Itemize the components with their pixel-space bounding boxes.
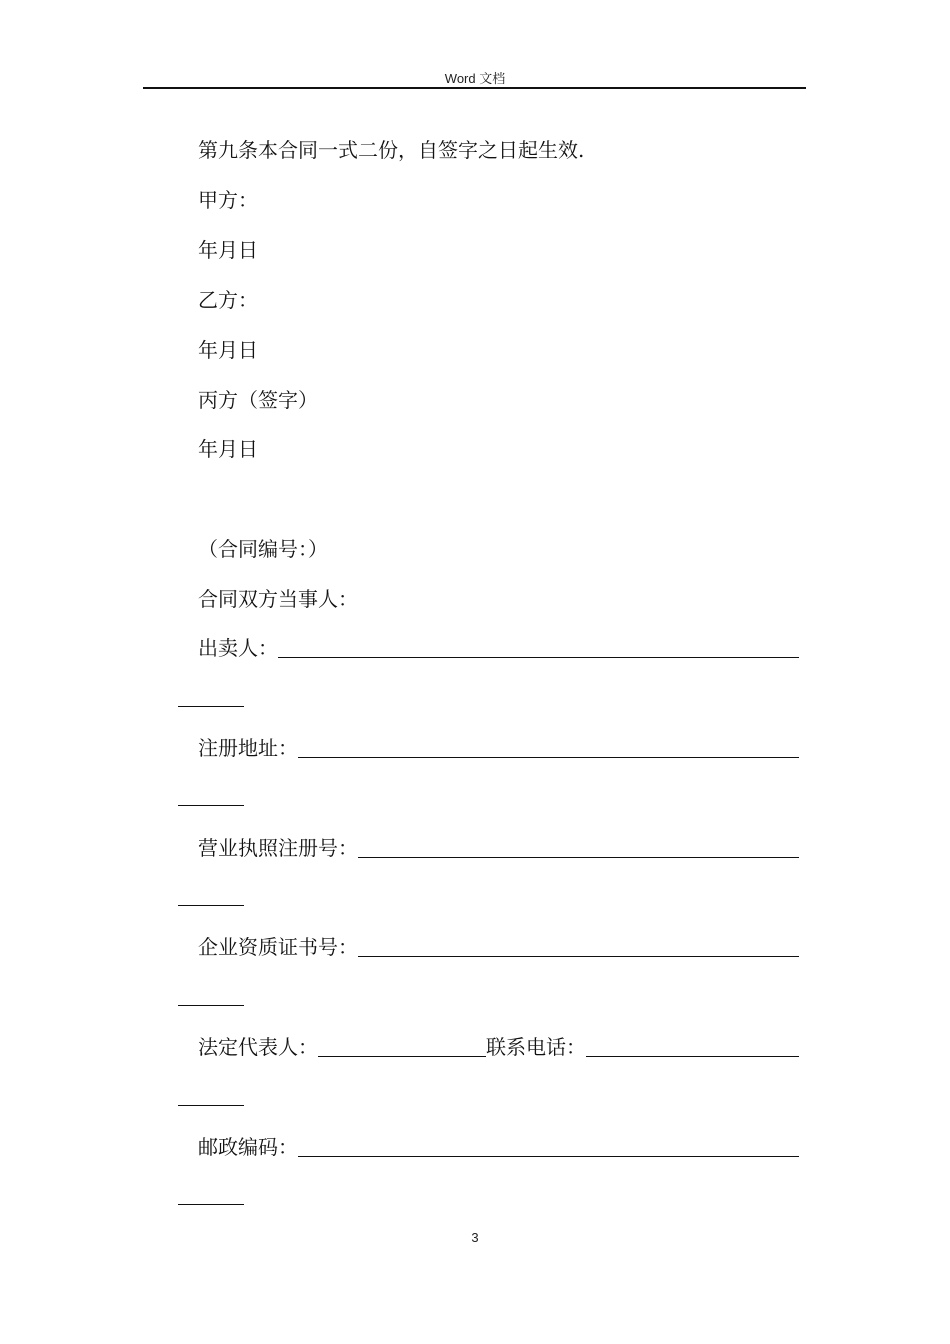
address-blank-continuation — [178, 805, 244, 806]
license-field — [198, 836, 799, 860]
party-b-label: 乙方： — [198, 288, 258, 312]
legal-rep-blank-line — [318, 1036, 486, 1057]
qualification-blank-continuation — [178, 1005, 244, 1006]
postcode-blank-line — [298, 1136, 799, 1157]
license-blank-line — [358, 837, 799, 858]
date-line-3: 年月日 — [198, 437, 258, 461]
license-label: 营业执照注册号： — [198, 836, 358, 860]
qualification-label: 企业资质证书号： — [198, 935, 358, 959]
date-line-2: 年月日 — [198, 338, 258, 362]
seller-blank-continuation — [178, 706, 244, 707]
seller-blank-line — [278, 637, 799, 658]
article-9-text: 第九条本合同一式二份，自签字之日起生效. — [198, 138, 585, 162]
page-number: 3 — [471, 1230, 479, 1245]
postcode-label: 邮政编码： — [198, 1135, 298, 1159]
seller-label: 出卖人： — [198, 636, 278, 660]
phone-label: 联系电话： — [486, 1035, 586, 1059]
seller-field — [198, 636, 799, 660]
postcode-blank-continuation — [178, 1204, 244, 1205]
header-divider — [143, 87, 806, 89]
postcode-field — [198, 1135, 799, 1159]
party-c-label: 丙方（签字） — [198, 388, 318, 412]
legal-rep-label: 法定代表人： — [198, 1035, 318, 1059]
address-label: 注册地址： — [198, 736, 298, 760]
parties-heading: 合同双方当事人： — [198, 587, 358, 611]
contract-number: （合同编号：） — [198, 537, 328, 561]
page-header-title: Word 文档 — [444, 71, 506, 86]
address-field — [198, 736, 799, 760]
qualification-blank-line — [358, 936, 799, 957]
license-blank-continuation — [178, 905, 244, 906]
address-blank-line — [298, 737, 799, 758]
date-line-1: 年月日 — [198, 238, 258, 262]
phone-blank-line — [586, 1036, 799, 1057]
legal-rep-blank-continuation — [178, 1105, 244, 1106]
legal-rep-field — [198, 1035, 799, 1059]
party-a-label: 甲方： — [198, 188, 258, 212]
qualification-field — [198, 935, 799, 959]
